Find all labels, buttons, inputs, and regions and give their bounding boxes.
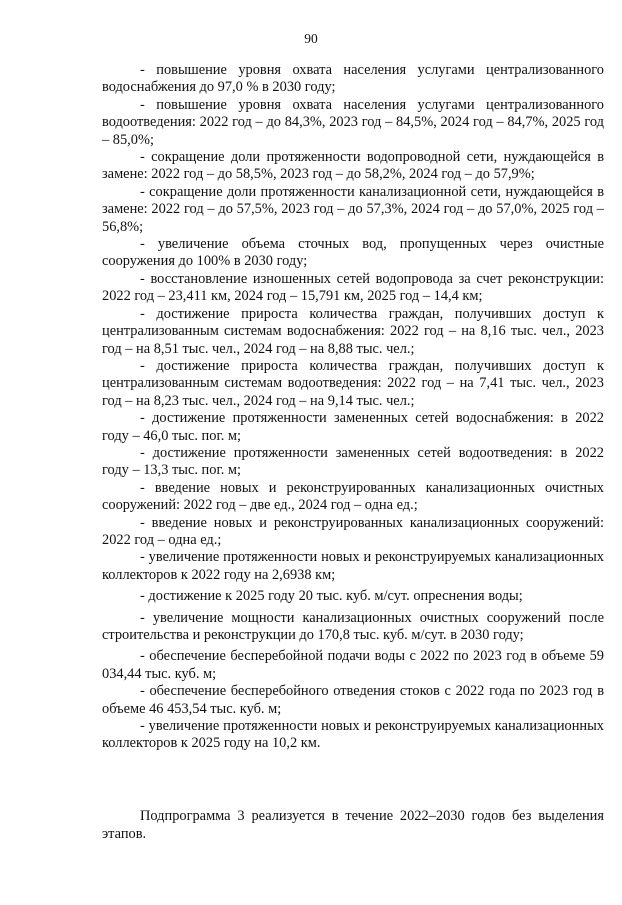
list-item: - достижение прироста количества граждан, получивших доступ к централизованным системам водоснабжения: 2022 год – на 8,16 тыс. чел., 2023 год – на 8,51 тыс. чел., 2024 год – на 8,88 тыс. чел.; — [102, 305, 604, 357]
list-item: - достижение к 2025 году 20 тыс. куб. м/сут. опреснения воды; — [140, 588, 523, 605]
final-paragraph: Подпрограмма 3 реализуется в течение 2022–2030 годов без выделения этапов. — [102, 808, 604, 842]
page-number: 90 — [304, 31, 318, 46]
list-item: - сокращение доли протяженности канализационной сети, нуждающейся в замене: 2022 год – до 57,5%, 2023 год – до 57,3%, 2024 год – до 57,0%, 2025 год – 56,8%; — [102, 183, 604, 235]
list-item: - повышение уровня охвата населения услугами централизованного водоснабжения до 97,0 % в 2030 году; — [102, 62, 604, 96]
list-item: - увеличение протяженности новых и реконструируемых канализационных коллекторов к 2022 году на 2,6938 км; — [102, 549, 604, 583]
list-item: - введение новых и реконструированных канализационных очистных сооружений: 2022 год – две ед., 2024 год – одна ед.; — [102, 479, 604, 514]
list-item: - восстановление изношенных сетей водопровода за счет реконструкции: 2022 год – 23,411 км, 2024 год – 15,791 км, 2025 год – 14,4 км; — [102, 270, 604, 305]
list-item: - введение новых и реконструированных канализационных сооружений: 2022 год – одна ед.; — [102, 514, 604, 548]
list-item: - достижение протяженности замененных сетей водоотведения: в 2022 году – 13,3 тыс. пог. м; — [102, 444, 604, 479]
list-item: - повышение уровня охвата населения услугами централизованного водоотведения: 2022 год – до 84,3%, 2023 год – 84,5%, 2024 год – 84,7%, 2025 год – 85,0%; — [102, 96, 604, 148]
indicator-list — [102, 62, 604, 753]
list-item: - увеличение протяженности новых и реконструируемых канализационных коллекторов к 2025 году на 10,2 км. — [102, 718, 604, 752]
list-item: - достижение прироста количества граждан, получивших доступ к централизованным системам водоотведения: 2022 год – на 7,41 тыс. чел., 2023 год – на 8,23 тыс. чел., 2024 год – на 9,14 тыс. чел.; — [102, 357, 604, 409]
list-item: - обеспечение бесперебойного отведения стоков с 2022 года по 2023 год в объеме 46 453,54 тыс. куб. м; — [102, 683, 604, 717]
list-item: - достижение протяженности замененных сетей водоснабжения: в 2022 году – 46,0 тыс. пог. м; — [102, 410, 604, 444]
list-item: - увеличение объема сточных вод, пропущенных через очистные сооружения до 100% в 2030 году; — [102, 236, 604, 270]
list-item: - увеличение мощности канализационных очистных сооружений после строительства и реконструкции до 170,8 тыс. куб. м/сут. в 2030 году; — [102, 609, 604, 643]
list-item: - сокращение доли протяженности водопроводной сети, нуждающейся в замене: 2022 год – до 58,5%, 2023 год – до 58,2%, 2024 год – до 57,9%; — [102, 149, 604, 183]
list-item: - обеспечение бесперебойной подачи воды с 2022 по 2023 год в объеме 59 034,44 тыс. куб. м; — [102, 648, 604, 682]
